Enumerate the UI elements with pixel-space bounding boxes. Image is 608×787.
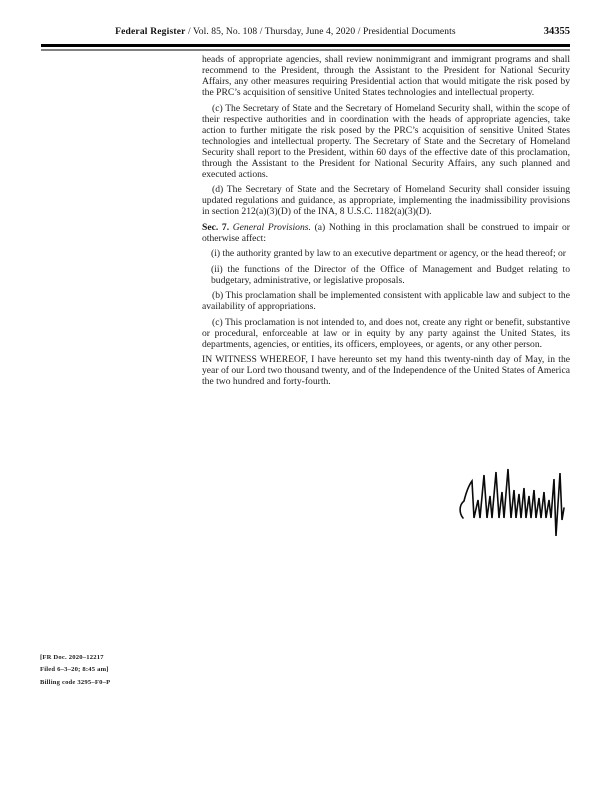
text-segment: General Provisions. [232, 221, 311, 233]
billing-code: Billing code 3295–F0–P [40, 678, 111, 686]
text-segment: (i) the authority granted by law to an executive department or agency, or the head thereof; or [211, 248, 567, 259]
para-witness [202, 354, 570, 387]
running-head [41, 26, 570, 38]
text-segment: (c) This proclamation is not intended to, and does not, create any right or benefit, substantive or procedural, enforceable at law or in equity by any party against the United States, its departments, agencies, or entities, its officers, employees, or agents, or any other person. [202, 316, 570, 350]
page-number: 34355 [543, 26, 570, 37]
para-sec7-heading [202, 222, 570, 244]
text-segment: (c) The Secretary of State and the Secretary of Homeland Security shall, within the scope of their respective authorities and in coordination with the heads of appropriate agencies, take action to further mitigate the risk posed by the PRC’s acquisition of sensitive United States technologies and intellectual property. The Secretary of State and the Secretary of Homeland Security shall report to the President, within 60 days of the effective date of this proclamation, through the Assistant to the President for National Security Affairs, any such planned and executed actions. [202, 102, 570, 180]
fr-doc-number: [FR Doc. 2020–12217 [40, 654, 104, 661]
para-sec6-d [202, 184, 570, 217]
issue-info: / Vol. 85, No. 108 / Thursday, June 4, 2020 / Presidential Documents [187, 27, 456, 37]
presidential-signature-icon [456, 460, 568, 544]
running-head-title [41, 26, 530, 38]
text-segment: (a) Nothing in this proclamation shall be construed to impair or otherwise affect: [202, 221, 570, 244]
para-sec7-a-i [211, 248, 570, 259]
header-rule-thick [41, 44, 570, 47]
header-rule-thin [41, 49, 570, 51]
text-segment: (ii) the functions of the Director of the Office of Management and Budget relating to budgetary, administrative, or legislative proposals. [211, 263, 570, 286]
para-sec7-a-ii [211, 264, 570, 286]
para-continuation [202, 54, 570, 98]
para-sec7-c [202, 317, 570, 350]
text-segment: Sec. 7. [202, 221, 230, 233]
text-segment: (d) The Secretary of State and the Secretary of Homeland Security shall consider issuing updated regulations and guidance, as appropriate, implementing the inadmissibility provisions in section 212(a)(3)(D) of the INA, 8 U.S.C. 1182(a)(3)(D). [202, 184, 570, 217]
document-body [202, 54, 570, 392]
journal-name: Federal Register [115, 27, 186, 37]
para-sec7-b [202, 290, 570, 312]
para-sec6-c [202, 103, 570, 180]
filing-metadata [40, 652, 110, 689]
filed-date: Filed 6–3–20; 8:45 am] [40, 666, 109, 674]
text-segment: IN WITNESS WHEREOF, I have hereunto set my hand this twenty-ninth day of May, in the year of our Lord two thousand twenty, and of the Independence of the United States of America the two hundred and forty-fourth. [202, 354, 570, 387]
text-segment: heads of appropriate agencies, shall review nonimmigrant and immigrant programs and shall recommend to the President, through the Assistant to the President for National Security Affairs, any other measures requiring Presidential action that would mitigate the risk posed by the PRC’s acquisition of sensitive United States technologies and intellectual property. [202, 54, 570, 98]
text-segment: (b) This proclamation shall be implemented consistent with applicable law and subject to the availability of appropriations. [202, 290, 570, 312]
